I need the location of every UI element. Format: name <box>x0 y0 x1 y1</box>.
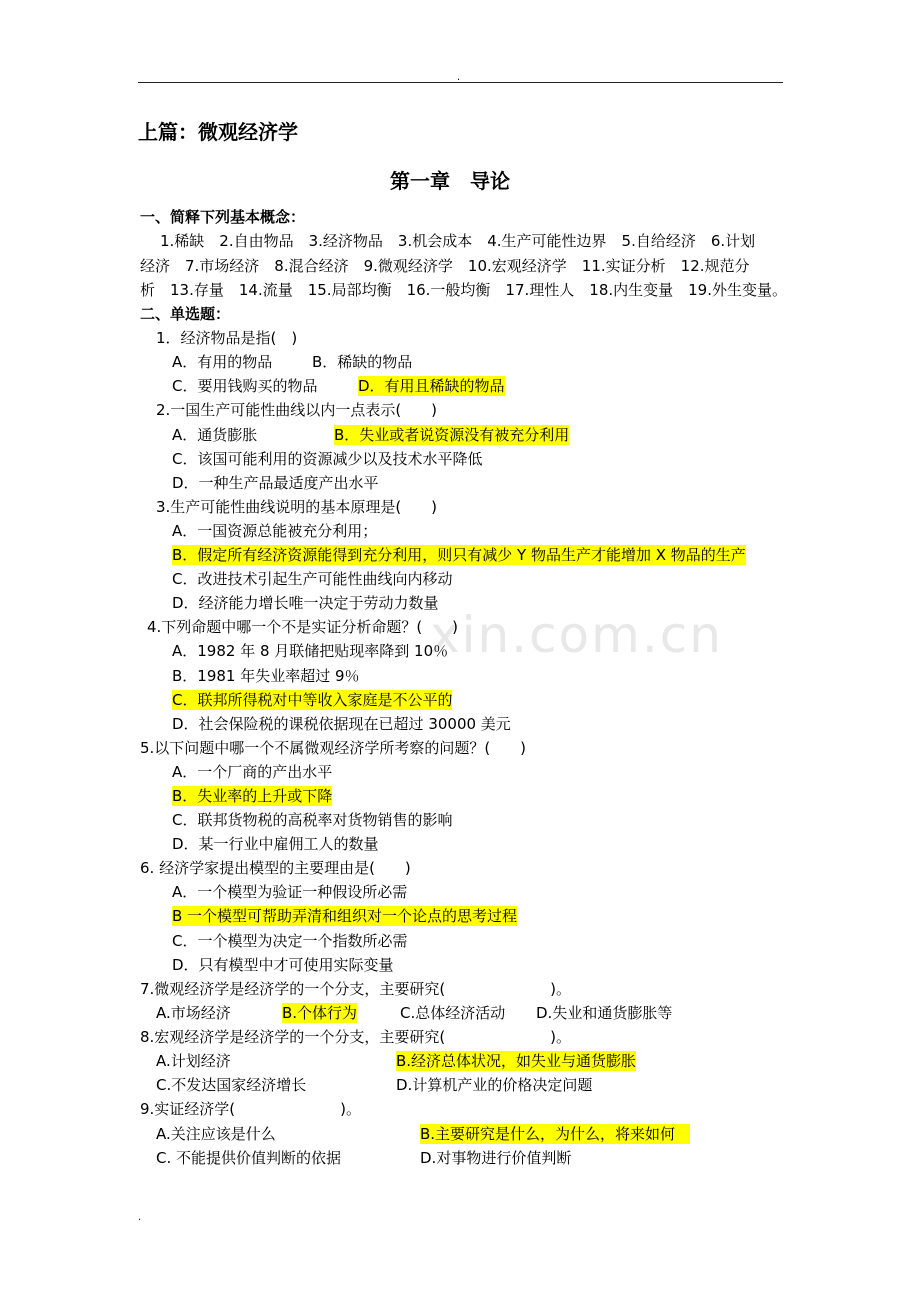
q1-option-a: A．有用的物品 <box>172 353 273 371</box>
q9-option-b-answer: B.主要研究是什么，为什么，将来如何 <box>420 1125 691 1143</box>
concepts-line-2: 经济 7.市场经济 8.混合经济 9.微观经济学 10.宏观经济学 11.实证分析 12.规范分 <box>140 257 750 275</box>
section1-heading: 一、简释下列基本概念： <box>140 208 306 226</box>
q9-option-c: C. 不能提供价值判断的依据 <box>156 1149 342 1167</box>
q7-stem: 7.微观经济学是经济学的一个分支，主要研究( )。 <box>140 980 572 998</box>
section2-heading: 二、单选题： <box>140 305 231 323</box>
q8-option-c: C.不发达国家经济增长 <box>156 1076 307 1094</box>
q1-option-b: B．稀缺的物品 <box>312 353 413 371</box>
q6-option-b-answer: B 一个模型可帮助弄清和组织对一个论点的思考过程 <box>172 907 518 925</box>
q2-option-b-answer: B．失业或者说资源没有被充分利用 <box>334 426 570 444</box>
q2-option-d: D．一种生产品最适度产出水平 <box>172 474 379 492</box>
q6-option-a: A．一个模型为验证一种假设所必需 <box>172 883 408 901</box>
q7-option-b-answer: B.个体行为 <box>282 1004 358 1022</box>
header-dot: . <box>457 72 461 83</box>
q5-option-a: A．一个厂商的产出水平 <box>172 763 333 781</box>
q8-stem: 8.宏观经济学是经济学的一个分支，主要研究( )。 <box>140 1028 572 1046</box>
q8-option-a: A.计划经济 <box>156 1052 231 1070</box>
q1-option-d-answer: D．有用且稀缺的物品 <box>358 377 505 395</box>
q4-stem: 4.下列命题中哪一个不是实证分析命题？( ) <box>147 618 459 636</box>
q1-option-c: C．要用钱购买的物品 <box>172 377 318 395</box>
q3-option-d: D．经济能力增长唯一决定于劳动力数量 <box>172 594 439 612</box>
q1-stem: 1．经济物品是指( ) <box>156 329 298 347</box>
q3-option-b-answer: B．假定所有经济资源能得到充分利用，则只有减少 Y 物品生产才能增加 X 物品的生产 <box>172 546 746 564</box>
concepts-line-1: 1.稀缺 2.自由物品 3.经济物品 3.机会成本 4.生产可能性边界 5.自给经济 6.计划 <box>160 232 756 250</box>
q5-option-b-answer: B．失业率的上升或下降 <box>172 787 333 805</box>
part-title: 上篇：微观经济学 <box>138 120 298 144</box>
q5-stem: 5.以下问题中哪一个不属微观经济学所考察的问题？( ) <box>140 739 527 757</box>
q2-stem: 2.一国生产可能性曲线以内一点表示( ) <box>156 401 438 419</box>
q6-option-d: D．只有模型中才可使用实际变量 <box>172 956 394 974</box>
q4-option-b: B．1981 年失业率超过 9％ <box>172 667 360 685</box>
q9-stem: 9.实证经济学( )。 <box>140 1100 362 1118</box>
q4-option-d: D．社会保险税的课税依据现在已超过 30000 美元 <box>172 715 511 733</box>
header-rule <box>138 82 783 83</box>
watermark: xin.com.cn <box>430 606 723 664</box>
chapter-title: 第一章 导论 <box>390 169 510 193</box>
q4-option-a: A．1982 年 8 月联储把贴现率降到 10％ <box>172 642 449 660</box>
q7-option-a: A.市场经济 <box>156 1004 231 1022</box>
q5-option-d: D．某一行业中雇佣工人的数量 <box>172 835 379 853</box>
q9-option-d: D.对事物进行价值判断 <box>420 1149 572 1167</box>
q6-option-c: C．一个模型为决定一个指数所必需 <box>172 932 408 950</box>
q6-stem: 6. 经济学家提出模型的主要理由是( ) <box>140 859 411 877</box>
q9-option-a: A.关注应该是什么 <box>156 1125 276 1143</box>
q7-option-c: C.总体经济活动 <box>400 1004 506 1022</box>
q3-option-a: A．一国资源总能被充分利用； <box>172 522 378 540</box>
q4-option-c-answer: C．联邦所得税对中等收入家庭是不公平的 <box>172 691 453 709</box>
q7-option-d: D.失业和通货膨胀等 <box>536 1004 673 1022</box>
q8-option-b-answer: B.经济总体状况，如失业与通货膨胀 <box>396 1052 637 1070</box>
q2-option-a: A．通货膨胀 <box>172 426 258 444</box>
q3-option-c: C．改进技术引起生产可能性曲线向内移动 <box>172 570 453 588</box>
concepts-line-3: 析 13.存量 14.流量 15.局部均衡 16.一般均衡 17.理性人 18.内生变量 19.外生变量。 <box>140 281 787 299</box>
q3-stem: 3.生产可能性曲线说明的基本原理是( ) <box>156 498 438 516</box>
q8-option-d: D.计算机产业的价格决定问题 <box>396 1076 593 1094</box>
footer-dot: . <box>138 1212 142 1223</box>
q2-option-c: C．该国可能利用的资源减少以及技术水平降低 <box>172 450 483 468</box>
q5-option-c: C．联邦货物税的高税率对货物销售的影响 <box>172 811 453 829</box>
